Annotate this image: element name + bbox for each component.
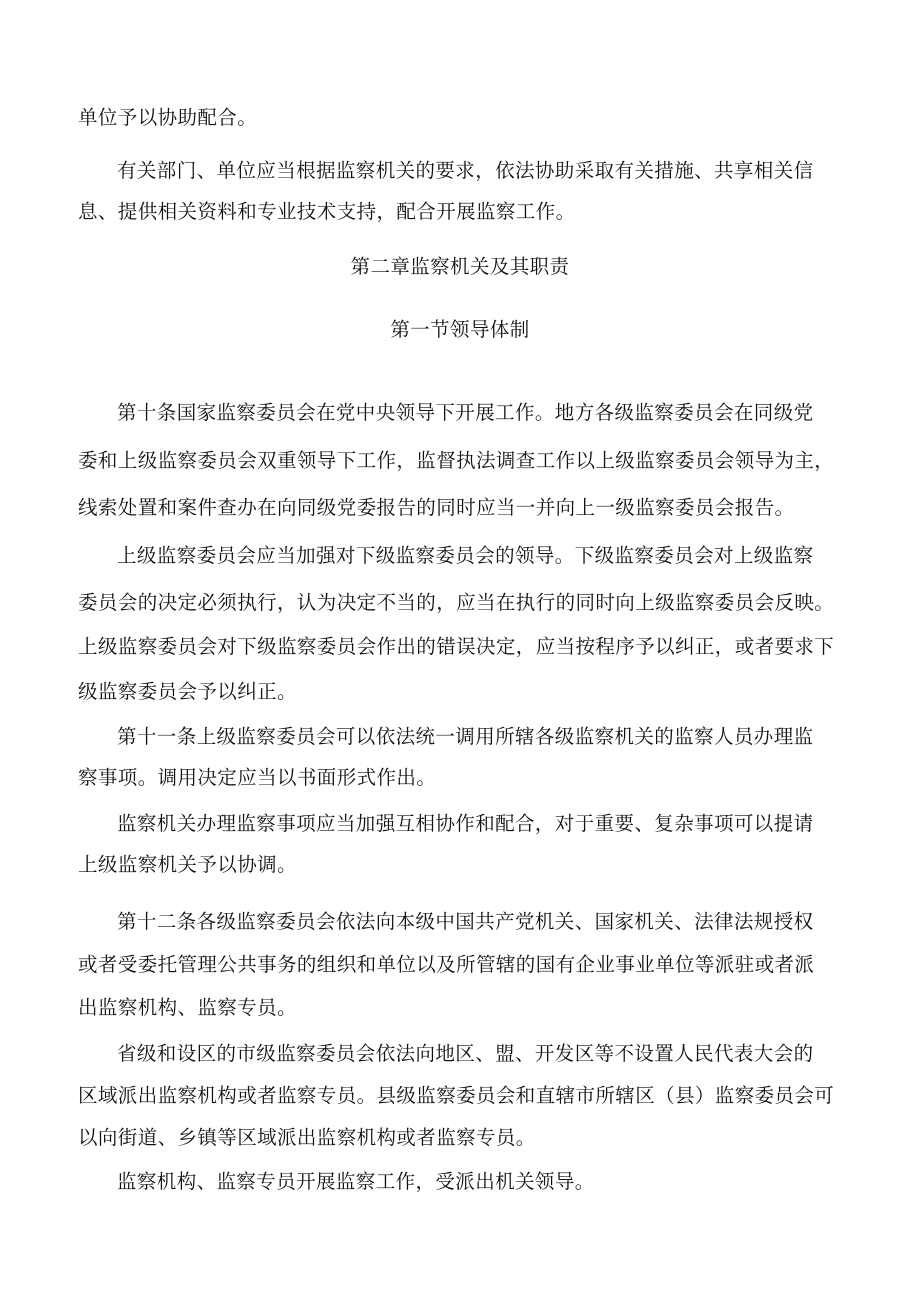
text-line: 上级监察委员会对下级监察委员会作出的错误决定，应当按程序予以纠正，或者要求下	[78, 635, 835, 658]
text-line: 察事项。调用决定应当以书面形式作出。	[78, 766, 437, 789]
text-line: 息、提供相关资料和专业技术支持，配合开展监察工作。	[78, 200, 576, 223]
text-line: 单位予以协助配合。	[78, 106, 258, 129]
chapter-heading: 第二章监察机关及其职责	[350, 255, 570, 278]
section-heading: 第一节领导体制	[390, 318, 530, 341]
text-line: 区域派出监察机构或者监察专员。县级监察委员会和直辖市所辖区（县）监察委员会可	[78, 1084, 835, 1107]
paragraph-first-line: 监察机关办理监察事项应当加强互相协作和配合，对于重要、复杂事项可以提请	[117, 812, 814, 835]
paragraph-first-line: 第十二条各级监察委员会依法向本级中国共产党机关、国家机关、法律法规授权	[117, 910, 814, 933]
text-line: 线索处置和案件查办在向同级党委报告的同时应当一并向上一级监察委员会报告。	[78, 496, 795, 519]
paragraph-first-line: 监察机构、监察专员开展监察工作，受派出机关领导。	[117, 1170, 595, 1193]
text-line: 出监察机构、监察专员。	[78, 996, 297, 1019]
text-line: 委和上级监察委员会双重领导下工作，监督执法调查工作以上级监察委员会领导为主，	[78, 449, 835, 472]
text-line: 级监察委员会予以纠正。	[78, 680, 297, 703]
paragraph-first-line: 省级和设区的市级监察委员会依法向地区、盟、开发区等不设置人民代表大会的	[117, 1042, 814, 1065]
text-line: 上级监察机关予以协调。	[78, 853, 297, 876]
paragraph-first-line: 上级监察委员会应当加强对下级监察委员会的领导。下级监察委员会对上级监察	[117, 544, 814, 567]
text-line: 或者受委托管理公共事务的组织和单位以及所管辖的国有企业事业单位等派驻或者派	[78, 953, 815, 976]
paragraph-first-line: 第十一条上级监察委员会可以依法统一调用所辖各级监察机关的监察人员办理监	[117, 725, 814, 748]
paragraph-first-line: 有关部门、单位应当根据监察机关的要求，依法协助采取有关措施、共享相关信	[117, 159, 814, 182]
paragraph-first-line: 第十条国家监察委员会在党中央领导下开展工作。地方各级监察委员会在同级党	[117, 401, 814, 424]
text-line: 以向街道、乡镇等区域派出监察机构或者监察专员。	[78, 1126, 536, 1149]
text-line: 委员会的决定必须执行，认为决定不当的，应当在执行的同时向上级监察委员会反映。	[78, 591, 835, 614]
